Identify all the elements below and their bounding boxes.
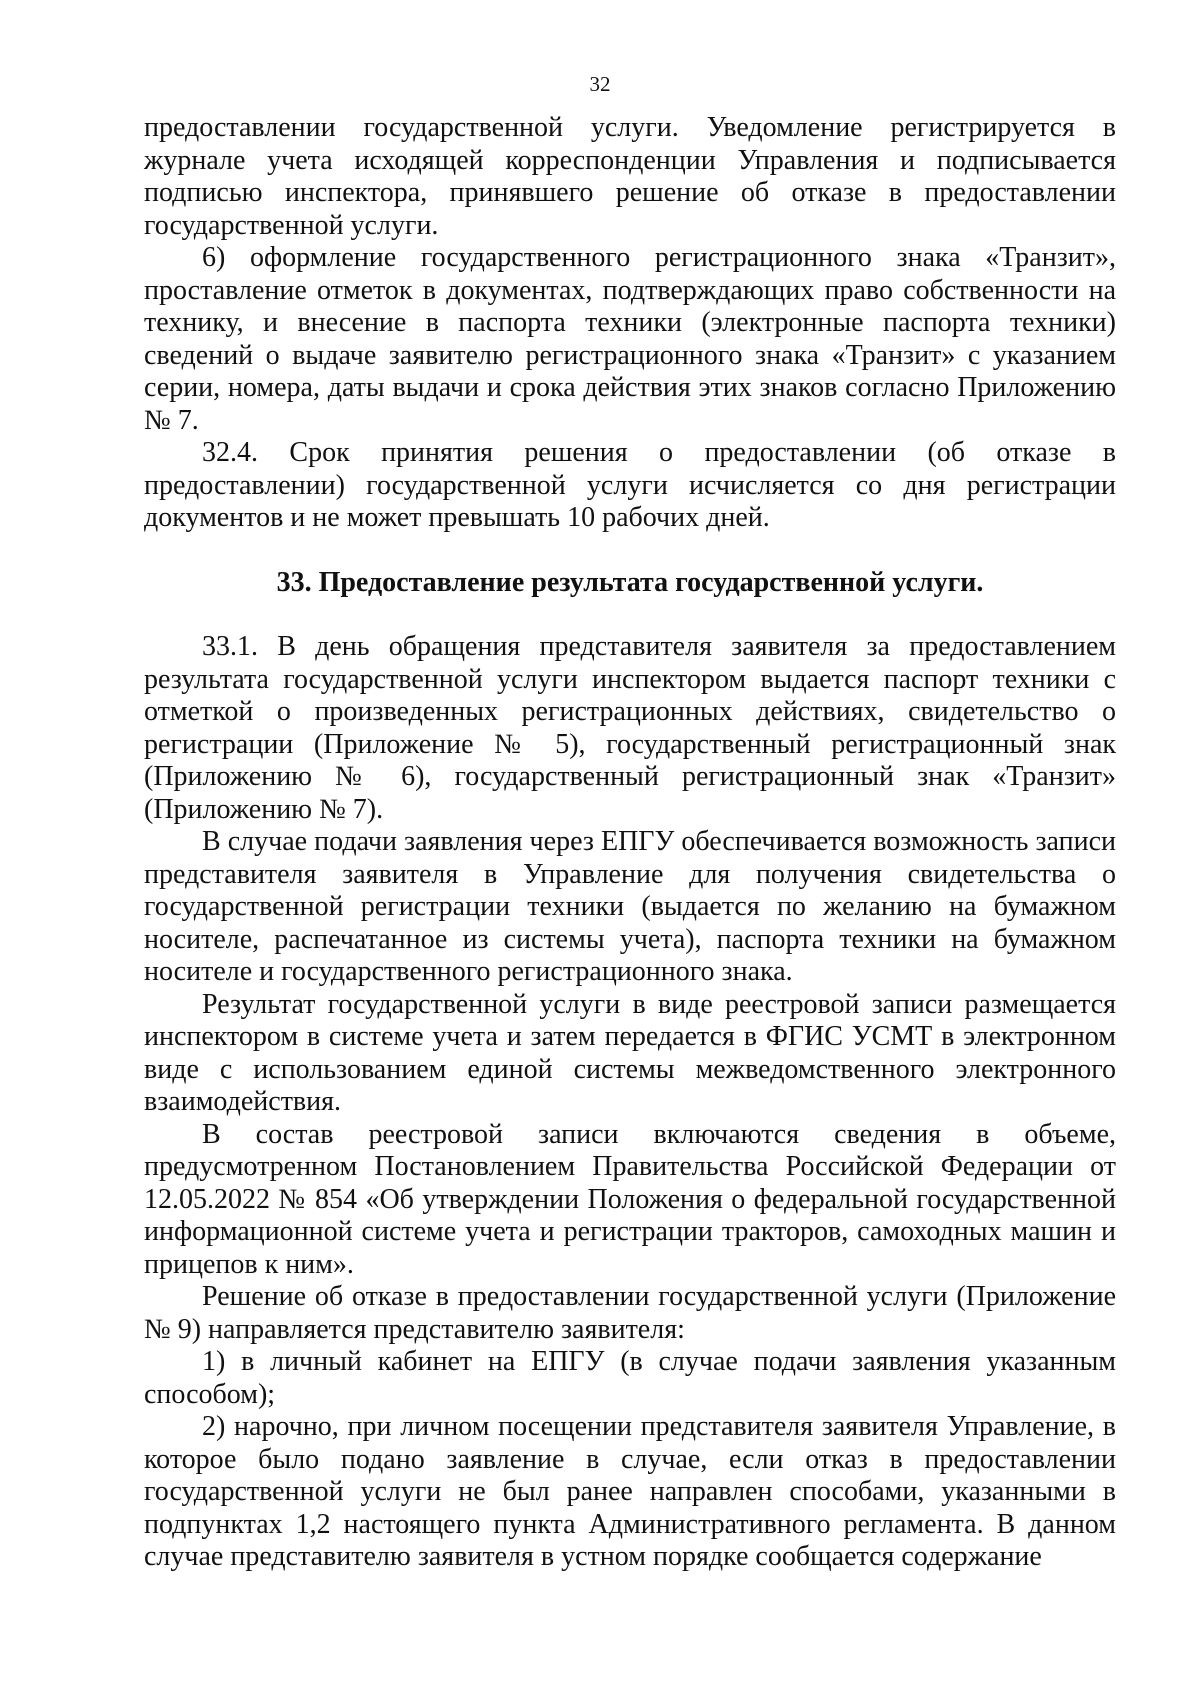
paragraph-item-2: 2) нарочно, при личном посещении представителя заявителя Управление, в которое было подано заявление в случае, если отказ в предоставлении государственной услуги не был ранее направлен способами, указанными в подпунктах 1,2 настоящего пункта Административного регламента. В данном случае представителю заявителя в устном порядке сообщается содержание [144,1411,1116,1572]
page-number: 32 [589,72,611,96]
section-heading: 33. Предоставление результата государственной услуги. [276,566,984,598]
paragraph-registry-result: Результат государственной услуги в виде реестровой записи размещается инспектором в системе учета и затем передается в ФГИС УСМТ в электронном виде с использованием единой системы межведомственного электронного взаимодействия. [144,988,1116,1117]
paragraph-refusal-decision: Решение об отказе в предоставлении государственной услуги (Приложение № 9) направляется представителю заявителя: [144,1281,1116,1345]
paragraph-32-4: 32.4. Срок принятия решения о предоставлении (об отказе в предоставлении) государственной услуги исчисляется со дня регистрации документов и не может превышать 10 рабочих дней. [144,437,1116,533]
paragraph-epgu-application: В случае подачи заявления через ЕПГУ обеспечивается возможность записи представителя заявителя в Управление для получения свидетельства о государственной регистрации техники (выдается по желанию на бумажном носителе, распечатанное из системы учета), паспорта техники на бумажном носителе и государственного регистрационного знака. [144,826,1116,987]
paragraph-continued: предоставлении государственной услуги. Уведомление регистрируется в журнале учета исходящей корреспонденции Управления и подписывается подписью инспектора, принявшего решение об отказе в предоставлении государственной услуги. [144,112,1116,241]
paragraph-item-6: 6) оформление государственного регистрационного знака «Транзит», проставление отметок в документах, подтверждающих право собственности на технику, и внесение в паспорта техники (электронные паспорта техники) сведений о выдаче заявителю регистрационного знака «Транзит» с указанием серии, номера, даты выдачи и срока действия этих знаков согласно Приложению № 7. [144,242,1116,436]
paragraph-33-1: 33.1. В день обращения представителя заявителя за предоставлением результата государственной услуги инспектором выдается паспорт техники с отметкой о произведенных регистрационных действиях, свидетельство о регистрации (Приложение № 5), государственный регистрационный знак (Приложению № 6), государственный регистрационный знак «Транзит» (Приложению № 7). [144,631,1116,825]
paragraph-item-1: 1) в личный кабинет на ЕПГУ (в случае подачи заявления указанным способом); [144,1346,1116,1410]
document-body [144,112,1116,1574]
paragraph-registry-contents: В состав реестровой записи включаются сведения в объеме, предусмотренном Постановлением Правительства Российской Федерации от 12.05.2022 № 854 «Об утверждении Положения о федеральной государственной информационной системе учета и регистрации тракторов, самоходных машин и прицепов к ним». [144,1118,1116,1280]
